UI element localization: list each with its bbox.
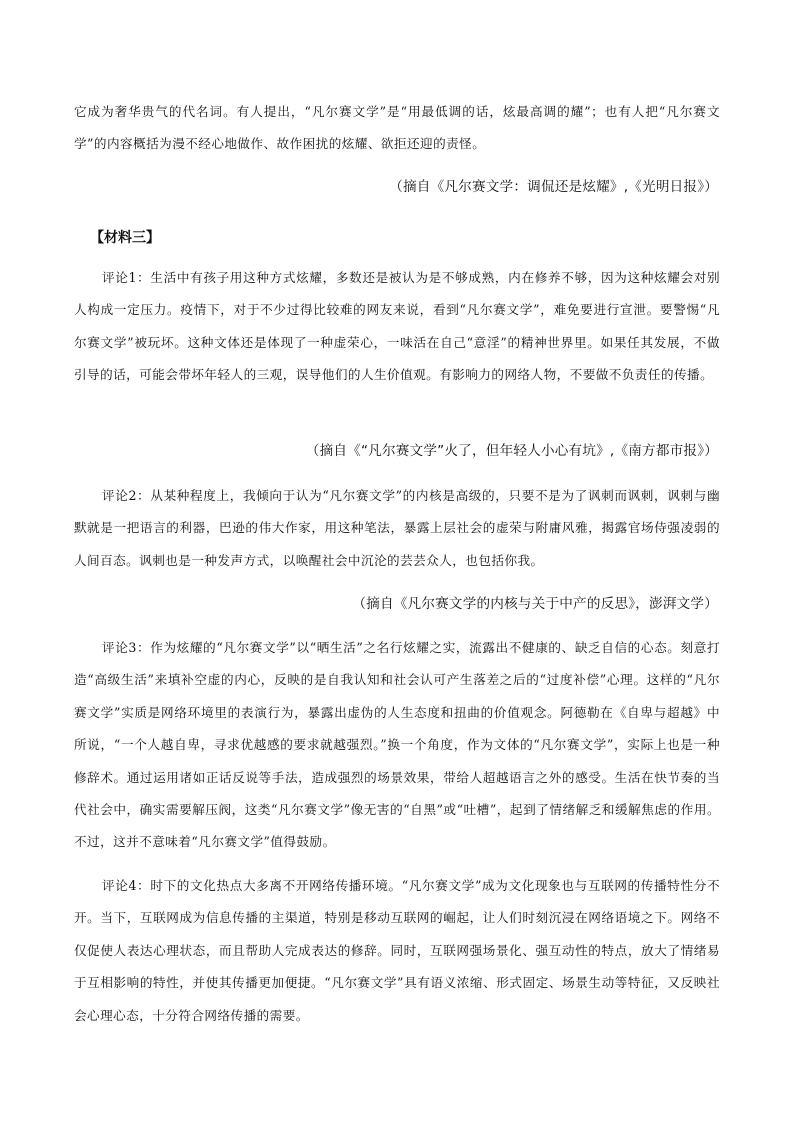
comment-3-paragraph: 评论3：作为炫耀的“凡尔赛文学”以“晒生活”之名行炫耀之实，流露出不健康的、缺乏自信的心态。刻意打造“高级生活”来填补空虚的内心，反映的是自我认知和社会认可产生落差之后的“过度补偿”心理。这样的“凡尔赛文学”实质是网络环境里的表演行为，暴露出虚伪的人生态度和扭曲的价值观念。阿德勒在《自卑与超越》中所说，“一个人越自卑，寻求优越感的要求就越强烈。”换一个角度，作为文体的“凡尔赛文学”，实际上也是一种修辞术。通过运用诸如正话反说等手法，造成强烈的场景效果，带给人超越语言之外的感受。生活在快节奏的当代社会中，确实需要解压阀，这类“凡尔赛文学”像无害的“自黑”或“吐槽”，起到了情绪解乏和缓解焦虑的作用。不过，这并不意味着“凡尔赛文学”值得鼓励。 — [74, 640, 720, 850]
comment-2-paragraph: 评论2：从某种程度上，我倾向于认为“凡尔赛文学”的内核是高级的，只要不是为了讽刺而讽刺，讽刺与幽默就是一把语言的利器，巴逊的伟大作家，用这种笔法，暴露上层社会的虚荣与附庸风雅，揭露官场侍强凌弱的人间百态。讽刺也是一种发声方式，以唤醒社会中沉沦的芸芸众人，也包括你我。 — [74, 488, 720, 568]
source-citation-2: （摘自《“凡尔赛文学”火了，但年轻人小心有坑》,《南方都市报》） — [305, 443, 718, 459]
comment-4-paragraph: 评论4：时下的文化热点大多离不开网络传播环境。“凡尔赛文学”成为文化现象也与互联网的传播特性分不开。当下，互联网成为信息传播的主渠道，特别是移动互联网的崛起，让人们时刻沉浸在网络语境之下。网络不仅促使人表达心理状态，而且帮助人完成表达的修辞。同时，互联网强场景化、强互动性的特点，放大了情绪易于互相影响的特性，并使其传播更加便捷。“凡尔赛文学”具有语义浓缩、形式固定、场景生动等特征，又反映社会心理心态，十分符合网络传播的需要。 — [74, 878, 720, 1023]
source-citation-3: （摘自《凡尔赛文学的内核与关于中产的反思》，澎湃文学） — [352, 596, 718, 612]
comment-1-paragraph: 评论1：生活中有孩子用这种方式炫耀，多数还是被认为是不够成熟，内在修养不够，因为这种炫耀会对别人构成一定压力。疫情下，对于不少过得比较难的网友来说，看到“凡尔赛文学”，难免要进行宣泄。要警惕“凡尔赛文学”被玩坏。这种文体还是体现了一种虚荣心，一味活在自己“意淫”的精神世界里。如果任其发展，不做引导的话，可能会带坏年轻人的三观，误导他们的人生价值观。有影响力的网络人物，不要做不负责任的传播。 — [74, 270, 720, 383]
source-citation-1: （摘自《凡尔赛文学：调侃还是炫耀》,《光明日报》） — [389, 179, 718, 195]
continuation-paragraph: 它成为奢华贵气的代名词。有人提出，“凡尔赛文学”是“用最低调的话，炫最高调的耀”；也有人把“凡尔赛文学”的内容概括为漫不经心地做作、故作困扰的炫耀、欲拒还迎的责怪。 — [74, 104, 720, 152]
material-heading: 【材料三】 — [90, 230, 160, 246]
